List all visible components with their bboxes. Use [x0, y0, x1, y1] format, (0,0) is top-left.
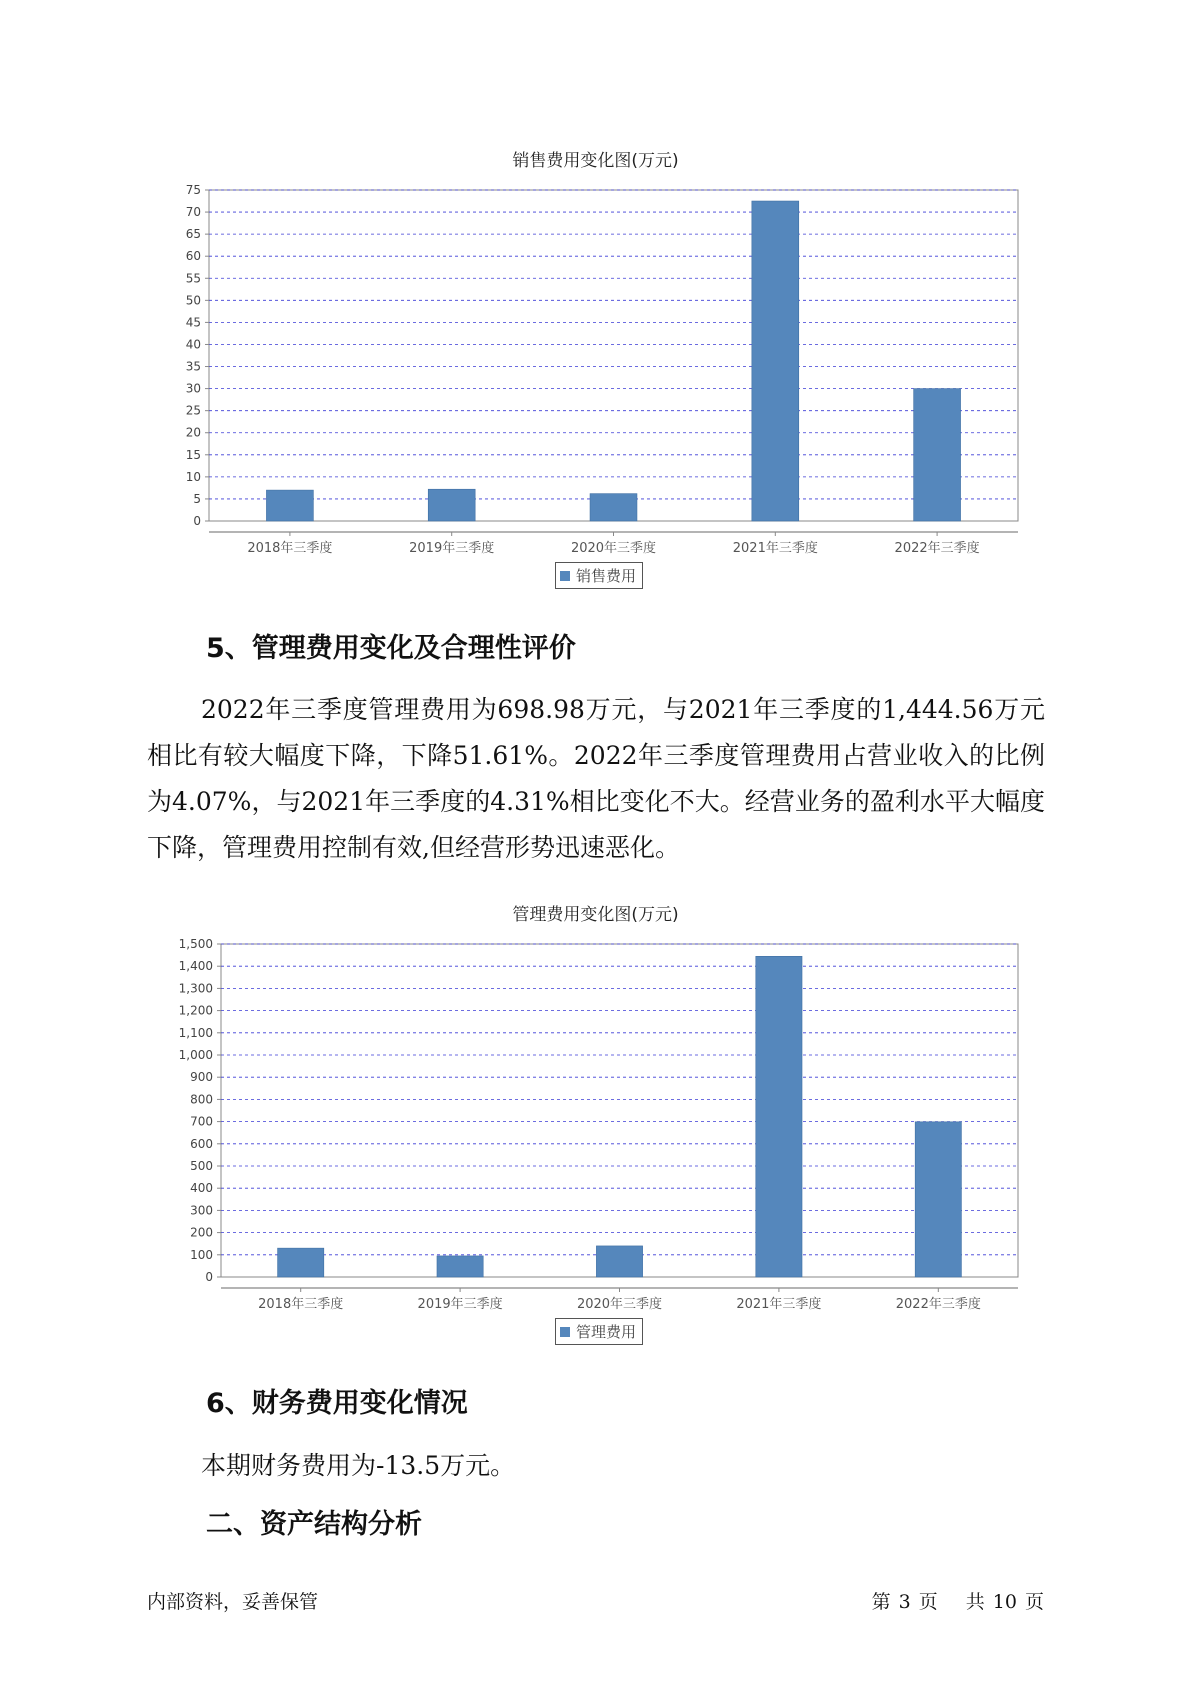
x-tick-label: 2022年三季度	[895, 1297, 981, 1312]
y-tick-label: 25	[185, 403, 201, 418]
x-tick-label: 2020年三季度	[576, 1297, 663, 1312]
y-tick-label: 15	[185, 447, 201, 462]
y-tick-label: 800	[190, 1092, 213, 1107]
footer-page-info	[864, 1587, 1044, 1614]
y-tick-label: 75	[185, 183, 201, 197]
y-tick-label: 35	[185, 359, 201, 374]
chart2-legend	[555, 1318, 643, 1345]
bar	[596, 1246, 642, 1277]
legend-swatch	[560, 1327, 570, 1337]
y-tick-label: 1,300	[178, 981, 213, 996]
y-tick-label: 65	[185, 227, 201, 242]
y-tick-label: 50	[185, 293, 201, 308]
x-tick-label: 2022年三季度	[894, 541, 980, 556]
y-tick-label: 1,000	[178, 1048, 213, 1062]
bar	[756, 956, 802, 1277]
x-tick-label: 2020年三季度	[570, 541, 657, 556]
y-tick-label: 1,100	[178, 1025, 213, 1040]
page-number: 3	[898, 1591, 911, 1613]
chart1-title: 销售费用变化图(万元)	[512, 151, 679, 171]
y-tick-label: 100	[190, 1247, 213, 1262]
x-tick-label: 2018年三季度	[258, 1297, 344, 1312]
y-tick-label: 400	[190, 1181, 213, 1196]
y-tick-label: 500	[190, 1159, 213, 1173]
x-tick-label: 2021年三季度	[736, 1297, 822, 1312]
section5-paragraph: 2022年三季度管理费用为698.98万元，与2021年三季度的1,444.56万元相比有较大幅度下降，下降51.61%。2022年三季度管理费用占营业收入的比例为4.07%，与2021年三季度的4.31%相比变化不大。经营业务的盈利水平大幅度下降，管理费用控制有效,但经营形势迅速恶化。	[147, 695, 1045, 862]
section6-text: 本期财务费用为-13.5万元。	[201, 1451, 516, 1480]
y-tick-label: 0	[193, 514, 201, 528]
y-tick-label: 10	[185, 469, 201, 484]
chart2-title: 管理费用变化图(万元)	[512, 905, 679, 925]
y-tick-label: 30	[185, 381, 201, 396]
y-tick-label: 1,400	[178, 959, 213, 974]
y-tick-label: 1,500	[178, 937, 213, 951]
x-tick-label: 2019年三季度	[409, 541, 495, 556]
y-tick-label: 70	[185, 205, 201, 220]
y-tick-label: 40	[185, 337, 201, 352]
y-tick-label: 1,200	[178, 1003, 213, 1018]
y-tick-label: 45	[185, 315, 201, 330]
y-tick-label: 55	[185, 271, 201, 286]
total-prefix: 共	[965, 1591, 985, 1613]
y-tick-label: 5	[193, 491, 201, 506]
section-two-heading: 二、资产结构分析	[206, 1509, 422, 1540]
total-pages: 10	[992, 1591, 1017, 1613]
y-tick-label: 60	[185, 249, 201, 264]
footer-confidential: 内部资料，妥善保管	[147, 1591, 319, 1613]
total-unit: 页	[1024, 1591, 1044, 1613]
x-tick-label: 2021年三季度	[732, 541, 818, 556]
x-tick-label: 2018年三季度	[247, 541, 333, 556]
chart2-legend-label: 管理费用	[576, 1323, 637, 1341]
y-tick-label: 300	[190, 1203, 213, 1218]
bar	[278, 1248, 324, 1277]
bar	[437, 1256, 483, 1277]
y-tick-label: 900	[190, 1070, 213, 1085]
y-tick-label: 600	[190, 1136, 213, 1151]
y-tick-label: 700	[190, 1114, 213, 1129]
chart1-legend-label: 销售费用	[576, 567, 637, 585]
section6-heading: 6、财务费用变化情况	[206, 1388, 468, 1419]
plot-area	[221, 944, 1018, 1277]
x-tick-label: 2019年三季度	[417, 1297, 503, 1312]
y-tick-label: 20	[185, 425, 201, 440]
section5-heading: 5、管理费用变化及合理性评价	[206, 633, 576, 664]
y-tick-label: 200	[190, 1225, 213, 1240]
page-prefix: 第	[871, 1591, 891, 1613]
bar	[915, 1122, 961, 1277]
y-tick-label: 0	[205, 1270, 213, 1284]
page-unit: 页	[918, 1591, 938, 1613]
